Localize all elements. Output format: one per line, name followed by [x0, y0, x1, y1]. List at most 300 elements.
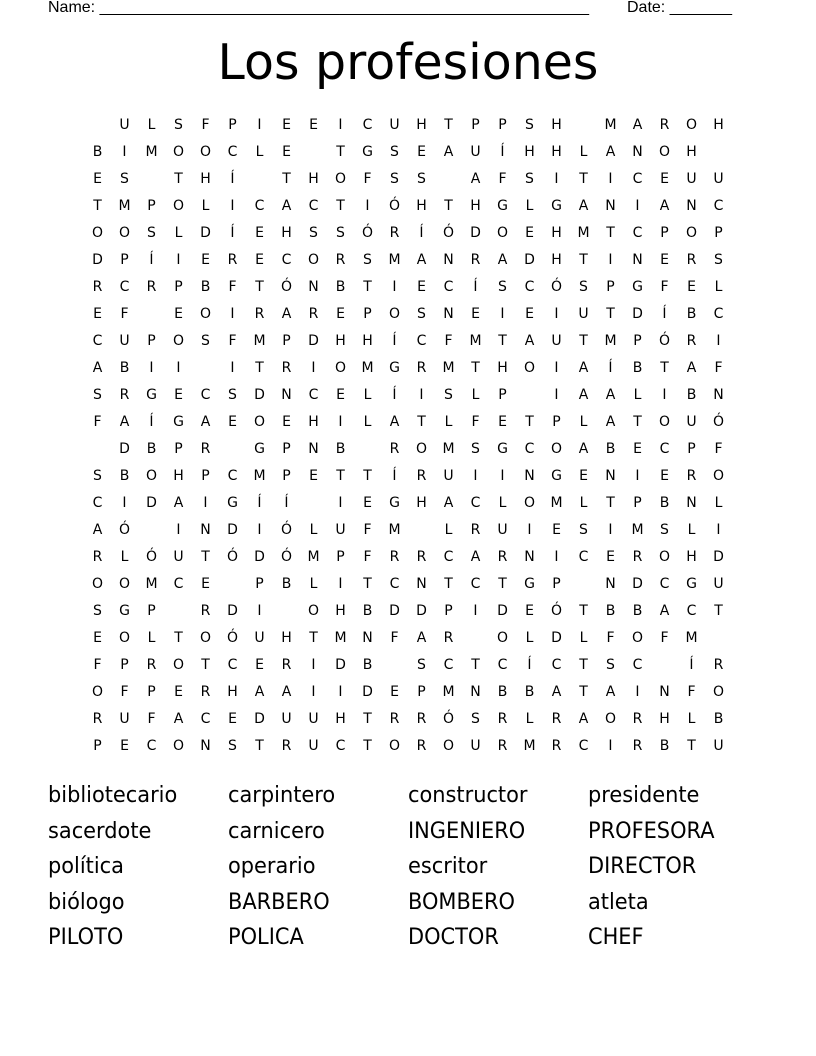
grid-letter: O [307, 252, 320, 268]
grid-letter: T [498, 333, 507, 349]
grid-letter: O [685, 225, 698, 241]
grid-row [84, 247, 732, 274]
grid-letter: S [579, 279, 588, 295]
grid-letter: R [389, 441, 400, 457]
grid-letter: C [200, 711, 211, 727]
grid-letter: N [200, 522, 211, 538]
grid-letter: S [93, 468, 102, 484]
grid-letter: D [551, 630, 562, 646]
grid-letter: P [633, 333, 642, 349]
grid-letter: T [363, 468, 372, 484]
grid-letter: R [686, 252, 697, 268]
grid-letter: A [443, 495, 454, 511]
grid-letter: D [254, 387, 265, 403]
grid-letter: H [227, 684, 238, 700]
grid-letter: U [119, 117, 130, 133]
grid-letter: S [525, 171, 534, 187]
grid-letter: B [713, 711, 724, 727]
grid-letter: A [524, 333, 535, 349]
grid-letter: S [579, 522, 588, 538]
grid-letter: T [579, 252, 588, 268]
grid-letter: R [389, 549, 400, 565]
grid-letter: U [443, 468, 454, 484]
grid-letter: Í [689, 657, 694, 673]
grid-letter: C [146, 738, 157, 754]
grid-letter: B [659, 738, 670, 754]
grid-letter: L [579, 630, 588, 646]
grid-row [84, 409, 732, 436]
grid-letter: A [578, 360, 589, 376]
grid-row [84, 382, 732, 409]
grid-letter [651, 652, 678, 679]
grid-letter: G [146, 387, 157, 403]
grid-letter: G [686, 576, 697, 592]
grid-letter: D [416, 603, 427, 619]
grid-letter: O [658, 414, 671, 430]
grid-letter: Ó [118, 522, 131, 538]
grid-letter: H [281, 225, 292, 241]
grid-letter: D [632, 576, 643, 592]
grid-letter: H [551, 144, 562, 160]
grid-letter: T [93, 198, 102, 214]
grid-letter: U [713, 576, 724, 592]
grid-letter: T [363, 738, 372, 754]
grid-letter: A [605, 144, 616, 160]
grid-letter: M [442, 441, 455, 457]
grid-letter: I [554, 171, 559, 187]
word-list-item: presidente [588, 783, 700, 808]
grid-row [84, 139, 732, 166]
grid-letter: Ó [550, 603, 563, 619]
grid-letter: H [200, 171, 211, 187]
grid-letter: M [685, 630, 698, 646]
grid-letter: E [525, 306, 534, 322]
grid-letter: Í [608, 360, 613, 376]
grid-letter: H [713, 117, 724, 133]
word-list-item: DOCTOR [408, 925, 499, 950]
grid-letter: I [527, 522, 532, 538]
grid-letter: F [498, 171, 507, 187]
grid-letter: L [525, 198, 534, 214]
grid-letter: E [552, 522, 561, 538]
grid-letter: C [443, 549, 454, 565]
grid-letter: O [172, 333, 185, 349]
grid-letter: R [281, 360, 292, 376]
grid-letter: I [554, 360, 559, 376]
grid-letter: S [660, 522, 669, 538]
grid-letter: D [524, 252, 535, 268]
grid-letter: E [174, 684, 183, 700]
grid-letter: R [497, 549, 508, 565]
grid-letter [300, 139, 327, 166]
grid-letter: H [659, 711, 670, 727]
grid-letter: F [363, 522, 372, 538]
grid-letter: E [660, 252, 669, 268]
grid-letter [570, 112, 597, 139]
grid-letter: C [254, 198, 265, 214]
grid-letter: I [635, 468, 640, 484]
grid-letter: T [336, 468, 345, 484]
grid-letter: R [119, 387, 130, 403]
grid-letter: C [659, 441, 670, 457]
grid-letter: R [200, 603, 211, 619]
grid-letter: B [686, 387, 697, 403]
grid-row [84, 544, 732, 571]
page-title: Los profesiones [217, 34, 599, 91]
grid-letter: O [523, 360, 536, 376]
grid-letter: C [173, 576, 184, 592]
grid-letter: A [416, 252, 427, 268]
grid-letter: D [470, 225, 481, 241]
grid-letter: U [713, 738, 724, 754]
grid-letter: Í [392, 387, 397, 403]
grid-letter: M [334, 630, 347, 646]
grid-letter: E [201, 576, 210, 592]
grid-letter: F [147, 711, 156, 727]
grid-letter: H [551, 252, 562, 268]
grid-letter: O [334, 360, 347, 376]
grid-letter: E [687, 279, 696, 295]
grid-letter: T [444, 198, 453, 214]
grid-letter: T [417, 414, 426, 430]
grid-letter: R [416, 711, 427, 727]
grid-letter: L [309, 522, 318, 538]
grid-letter: P [363, 306, 372, 322]
grid-letter: R [254, 306, 265, 322]
grid-letter: L [147, 117, 156, 133]
grid-letter: P [282, 333, 291, 349]
grid-letter: C [470, 495, 481, 511]
grid-letter: I [257, 603, 262, 619]
grid-letter: A [416, 630, 427, 646]
grid-letter: B [200, 279, 211, 295]
grid-letter: O [172, 738, 185, 754]
grid-letter: T [174, 630, 183, 646]
grid-letter: U [686, 171, 697, 187]
grid-letter: C [713, 198, 724, 214]
grid-letter: O [172, 144, 185, 160]
grid-letter: O [712, 684, 725, 700]
grid-letter: M [550, 495, 563, 511]
grid-letter: C [308, 387, 319, 403]
grid-letter: I [311, 360, 316, 376]
grid-letter: U [119, 333, 130, 349]
word-list-item: atleta [588, 889, 649, 915]
grid-letter: Ó [658, 333, 671, 349]
grid-letter: U [254, 630, 265, 646]
grid-letter [354, 436, 381, 463]
grid-letter: A [605, 684, 616, 700]
grid-letter: S [390, 171, 399, 187]
grid-letter: F [687, 684, 696, 700]
grid-letter: T [309, 630, 318, 646]
grid-letter: P [498, 387, 507, 403]
grid-letter: I [500, 468, 505, 484]
grid-letter: R [227, 252, 238, 268]
grid-letter: L [579, 144, 588, 160]
grid-letter: I [392, 279, 397, 295]
grid-letter: T [498, 576, 507, 592]
grid-letter: U [389, 117, 400, 133]
grid-letter: U [308, 711, 319, 727]
word-list-item: operario [228, 854, 316, 879]
grid-letter: A [92, 522, 103, 538]
grid-letter: S [228, 387, 237, 403]
grid-letter: F [228, 333, 237, 349]
grid-row [84, 193, 732, 220]
grid-row [84, 571, 732, 598]
grid-letter: E [498, 414, 507, 430]
grid-letter: O [145, 468, 158, 484]
grid-row [84, 220, 732, 247]
grid-letter: D [146, 495, 157, 511]
grid-letter: C [443, 279, 454, 295]
grid-letter: E [255, 252, 264, 268]
grid-letter: S [471, 711, 480, 727]
grid-letter: U [713, 171, 724, 187]
grid-letter: D [92, 252, 103, 268]
grid-letter: E [120, 738, 129, 754]
grid-letter: A [443, 144, 454, 160]
grid-letter: I [257, 117, 262, 133]
grid-letter: S [714, 252, 723, 268]
grid-letter: A [605, 414, 616, 430]
grid-letter: N [632, 144, 643, 160]
grid-letter: I [311, 684, 316, 700]
word-list-item: DIRECTOR [588, 854, 697, 879]
grid-letter: R [686, 333, 697, 349]
grid-letter: E [525, 603, 534, 619]
grid-letter: H [308, 414, 319, 430]
grid-letter: B [146, 441, 157, 457]
grid-letter: I [338, 495, 343, 511]
grid-letter: C [335, 738, 346, 754]
grid-letter: F [120, 684, 129, 700]
word-list-item: biólogo [48, 889, 125, 915]
grid-letter: F [120, 306, 129, 322]
grid-letter: E [390, 684, 399, 700]
grid-letter: P [282, 441, 291, 457]
grid-letter: L [714, 279, 723, 295]
grid-letter: C [524, 279, 535, 295]
grid-letter: Ó [712, 414, 725, 430]
grid-letter: R [308, 306, 319, 322]
grid-letter: T [363, 279, 372, 295]
grid-letter: O [91, 225, 104, 241]
grid-letter: H [686, 549, 697, 565]
grid-letter: N [470, 684, 481, 700]
grid-letter: B [605, 441, 616, 457]
grid-row [84, 328, 732, 355]
grid-letter: U [119, 711, 130, 727]
grid-letter: C [551, 657, 562, 673]
grid-letter: B [497, 684, 508, 700]
grid-letter: S [336, 225, 345, 241]
grid-letter: G [524, 576, 535, 592]
grid-letter: M [442, 684, 455, 700]
grid-letter: T [579, 684, 588, 700]
grid-letter: L [174, 225, 183, 241]
grid-letter: G [119, 603, 130, 619]
grid-letter [138, 166, 165, 193]
grid-letter: N [524, 468, 535, 484]
grid-letter: T [687, 738, 696, 754]
grid-letter: T [282, 171, 291, 187]
grid-letter: E [93, 630, 102, 646]
grid-letter: Í [392, 333, 397, 349]
grid-letter: C [389, 576, 400, 592]
grid-letter: E [282, 414, 291, 430]
grid-letter: I [554, 387, 559, 403]
grid-row [84, 679, 732, 706]
grid-letter: N [605, 198, 616, 214]
grid-letter [516, 382, 543, 409]
grid-letter: C [632, 171, 643, 187]
grid-letter: B [524, 684, 535, 700]
name-field-label: Name: _______________________________________________________ [48, 0, 589, 16]
grid-letter [165, 598, 192, 625]
grid-letter: H [173, 468, 184, 484]
grid-letter: E [93, 171, 102, 187]
grid-letter: P [228, 117, 237, 133]
grid-letter: O [685, 117, 698, 133]
grid-letter: A [281, 306, 292, 322]
grid-letter: L [579, 414, 588, 430]
grid-letter: H [470, 198, 481, 214]
grid-letter: U [281, 711, 292, 727]
grid-letter: M [253, 468, 266, 484]
grid-letter: S [309, 225, 318, 241]
grid-letter: F [471, 414, 480, 430]
grid-letter: A [605, 387, 616, 403]
grid-letter: Ó [280, 549, 293, 565]
grid-letter: P [120, 252, 129, 268]
grid-letter: S [417, 657, 426, 673]
grid-letter: P [633, 495, 642, 511]
grid-letter [138, 517, 165, 544]
grid-letter: I [311, 657, 316, 673]
grid-letter: I [608, 522, 613, 538]
grid-letter: D [713, 549, 724, 565]
grid-letter: U [686, 414, 697, 430]
grid-letter: R [335, 252, 346, 268]
grid-letter [192, 355, 219, 382]
grid-letter: S [228, 738, 237, 754]
grid-letter: B [362, 657, 373, 673]
grid-letter: G [389, 360, 400, 376]
word-list-item: carnicero [228, 818, 325, 844]
grid-letter: O [631, 630, 644, 646]
grid-letter: B [632, 603, 643, 619]
grid-letter: R [713, 657, 724, 673]
grid-letter: G [362, 144, 373, 160]
grid-letter: C [308, 198, 319, 214]
grid-letter: I [338, 117, 343, 133]
grid-letter: T [336, 198, 345, 214]
grid-letter: Í [500, 144, 505, 160]
grid-letter: U [578, 306, 589, 322]
grid-letter: L [687, 522, 696, 538]
grid-letter: I [716, 522, 721, 538]
grid-letter [408, 517, 435, 544]
grid-letter: R [497, 738, 508, 754]
grid-letter: N [713, 387, 724, 403]
grid-letter: P [660, 225, 669, 241]
grid-letter: H [281, 630, 292, 646]
grid-letter: Ó [226, 630, 239, 646]
grid-letter: I [338, 576, 343, 592]
grid-letter: P [498, 117, 507, 133]
grid-letter: I [176, 522, 181, 538]
grid-letter: I [419, 387, 424, 403]
grid-letter: F [390, 630, 399, 646]
grid-letter: L [471, 387, 480, 403]
grid-letter: C [227, 144, 238, 160]
grid-letter: P [471, 117, 480, 133]
grid-letter: E [633, 441, 642, 457]
grid-letter: Ó [145, 549, 158, 565]
grid-letter: U [470, 144, 481, 160]
grid-letter: A [659, 603, 670, 619]
grid-letter: F [201, 117, 210, 133]
grid-letter: I [230, 360, 235, 376]
grid-letter: C [632, 657, 643, 673]
grid-letter: C [227, 657, 238, 673]
word-list-item: INGENIERO [408, 818, 526, 844]
grid-letter: B [605, 603, 616, 619]
grid-row [84, 463, 732, 490]
grid-letter: C [524, 441, 535, 457]
grid-letter: I [500, 306, 505, 322]
grid-letter: Í [419, 225, 424, 241]
grid-letter: L [525, 711, 534, 727]
grid-letter: I [176, 252, 181, 268]
grid-letter: O [91, 576, 104, 592]
grid-letter: P [282, 468, 291, 484]
grid-letter: S [444, 387, 453, 403]
grid-letter: D [119, 441, 130, 457]
grid-letter: T [471, 657, 480, 673]
grid-letter: F [363, 171, 372, 187]
grid-letter: A [389, 414, 400, 430]
grid-letter: R [632, 711, 643, 727]
grid-letter: D [254, 549, 265, 565]
grid-letter: C [92, 333, 103, 349]
grid-letter: O [388, 738, 401, 754]
grid-letter: A [686, 360, 697, 376]
grid-letter: N [416, 576, 427, 592]
grid-letter: I [122, 495, 127, 511]
grid-letter: T [363, 576, 372, 592]
grid-letter: E [309, 468, 318, 484]
grid-letter: D [200, 225, 211, 241]
grid-letter: O [199, 630, 212, 646]
grid-letter: F [363, 549, 372, 565]
grid-letter: Í [662, 306, 667, 322]
grid-letter: A [173, 495, 184, 511]
grid-letter [84, 112, 111, 139]
grid-letter: P [552, 414, 561, 430]
grid-letter: H [551, 225, 562, 241]
grid-letter: T [444, 117, 453, 133]
grid-letter: I [608, 738, 613, 754]
grid-letter: I [716, 333, 721, 349]
grid-letter: U [173, 549, 184, 565]
grid-letter: H [524, 144, 535, 160]
grid-letter: M [469, 333, 482, 349]
grid-letter: C [281, 252, 292, 268]
grid-letter: Í [284, 495, 289, 511]
